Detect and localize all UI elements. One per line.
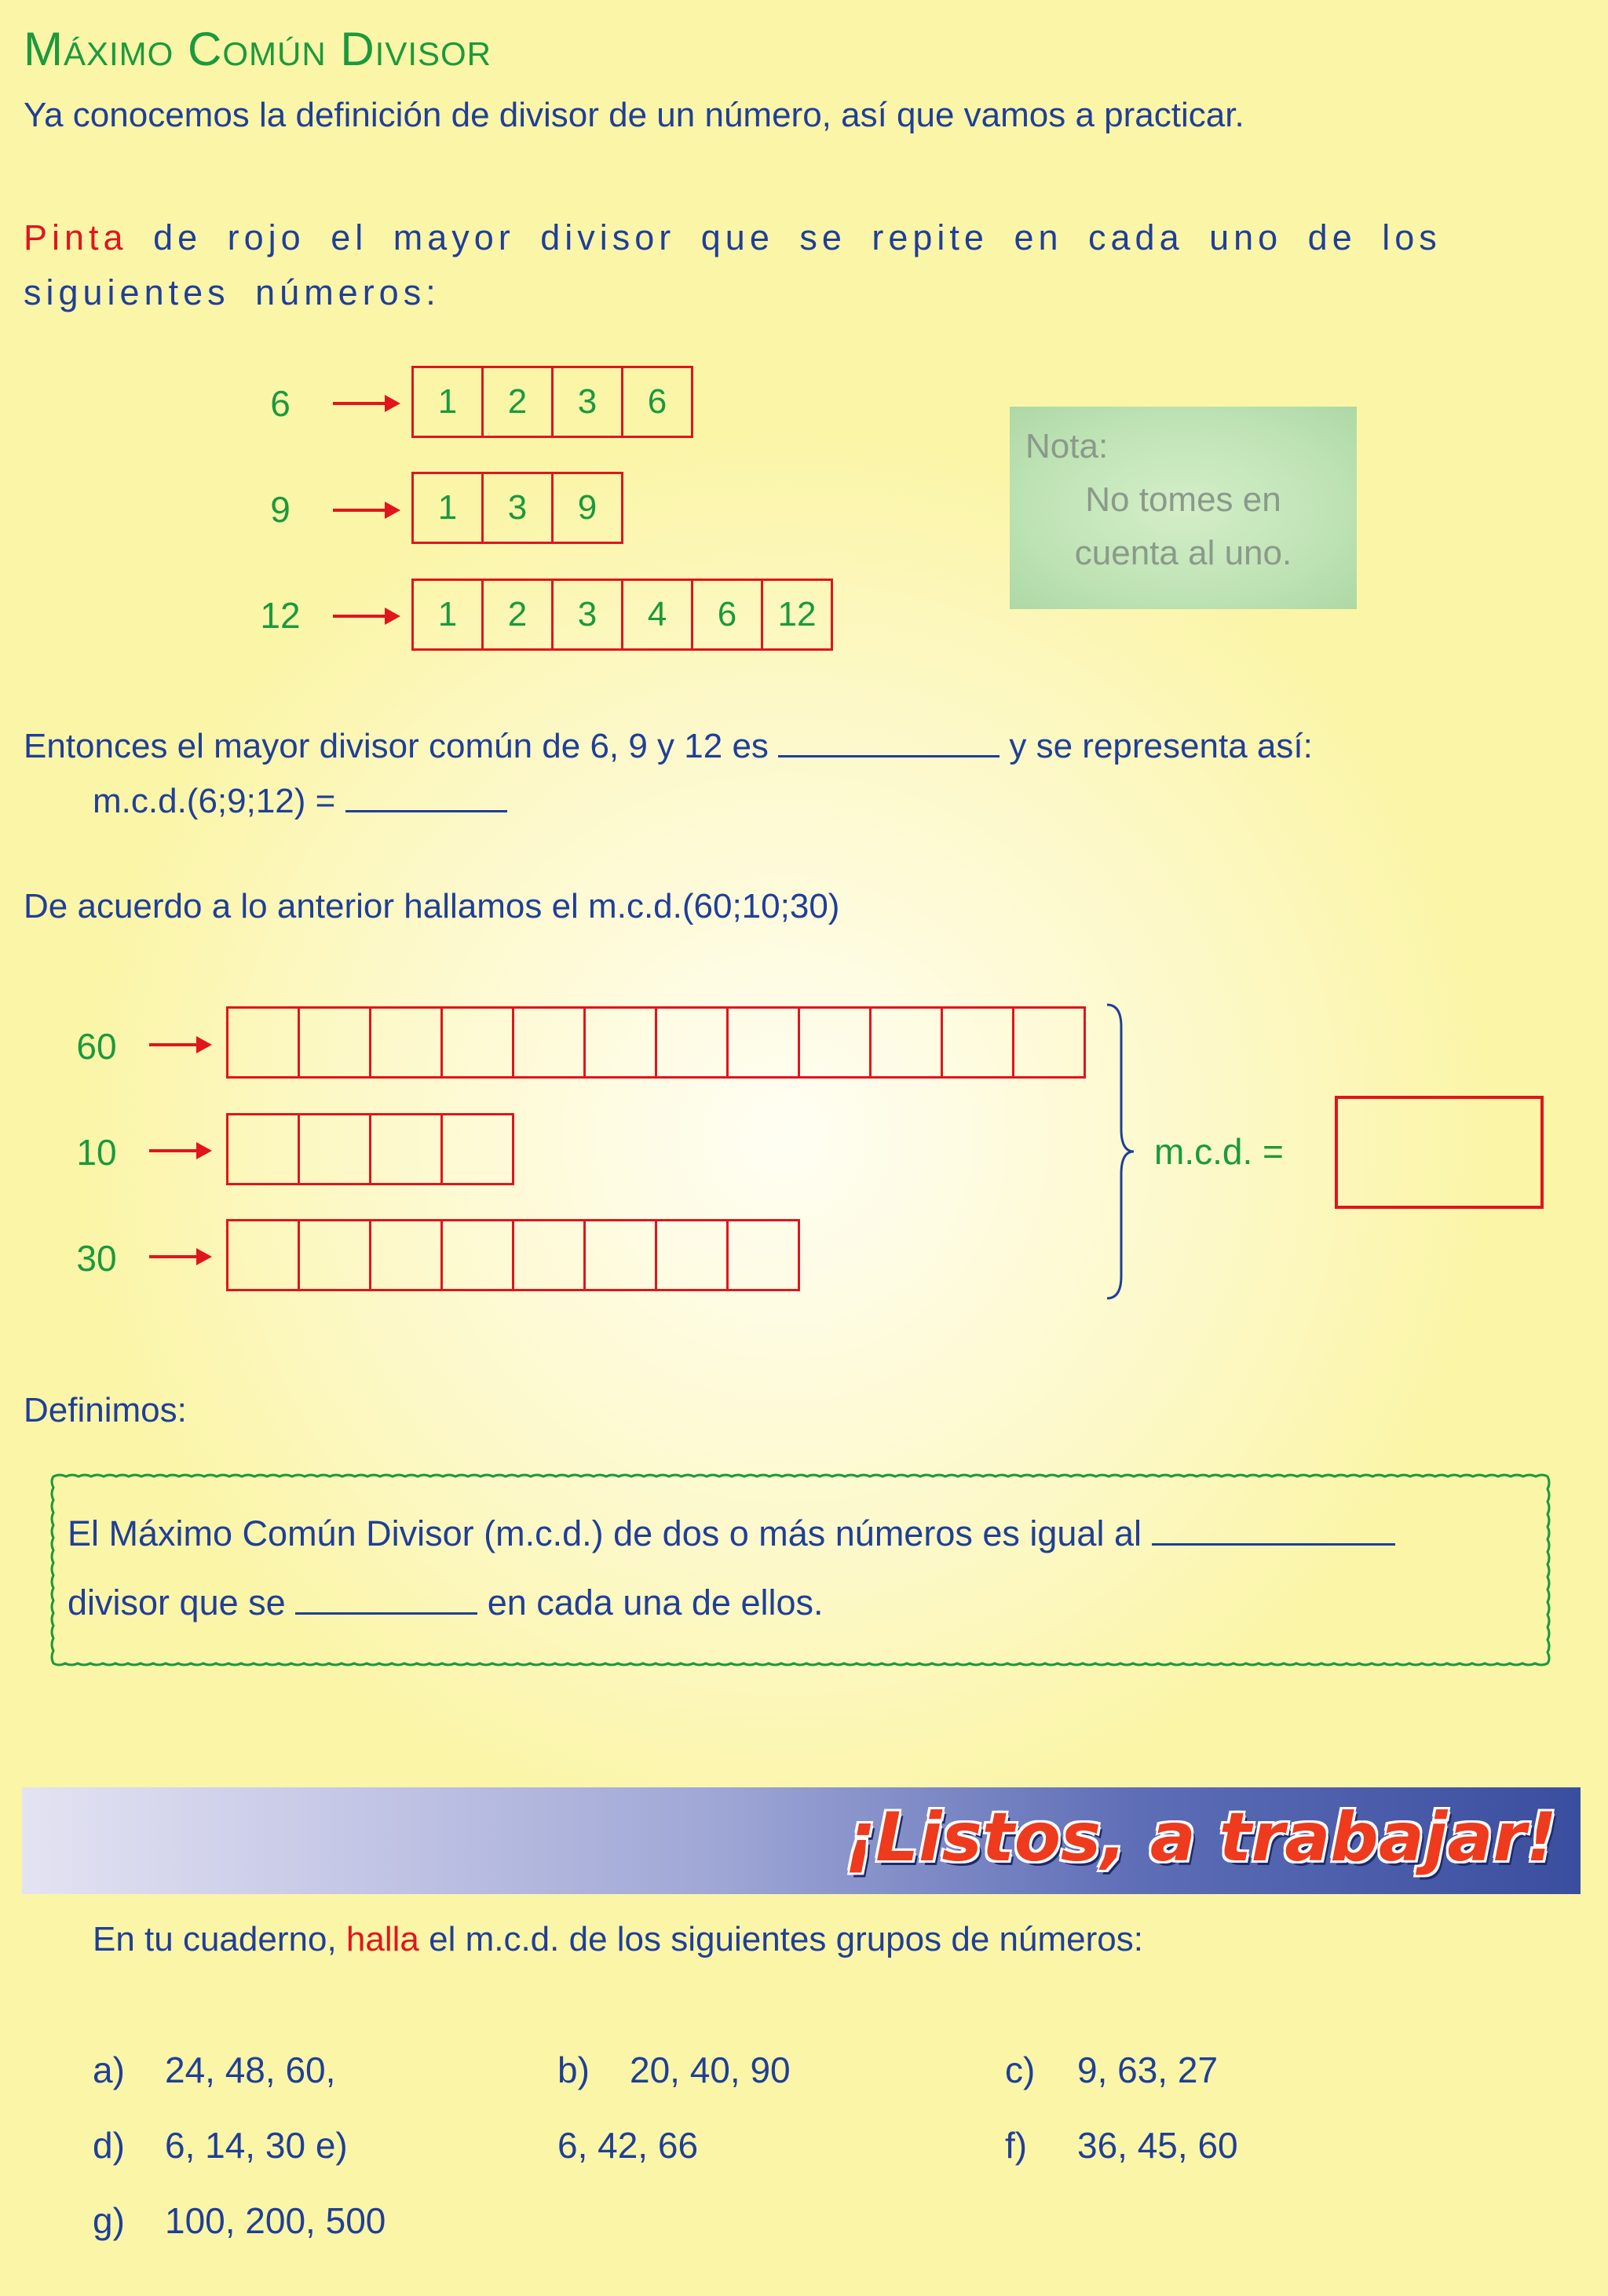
- exercise-c-label: c): [1005, 2050, 1036, 2090]
- empty-divisor-cell[interactable]: [371, 1221, 443, 1289]
- formula-line: [93, 782, 507, 821]
- empty-divisor-cell[interactable]: [300, 1009, 371, 1076]
- empty-divisor-cell[interactable]: [300, 1221, 371, 1289]
- divisor-boxes-6: [411, 366, 693, 438]
- exercise-e-value: 6, 42, 66: [557, 2125, 699, 2166]
- practice-row-number: 10: [76, 1132, 117, 1173]
- practice-row-number: 30: [76, 1238, 117, 1279]
- definition-line-1: [68, 1513, 1395, 1554]
- empty-divisor-cell[interactable]: [443, 1221, 514, 1289]
- empty-divisor-cell[interactable]: [371, 1009, 443, 1076]
- exercise-g-value: 100, 200, 500: [165, 2200, 386, 2241]
- note-label: Nota:: [1025, 427, 1109, 465]
- divisor-row-number: 9: [270, 489, 291, 530]
- empty-divisor-cell[interactable]: [443, 1115, 512, 1183]
- arrow-icon: [333, 402, 396, 405]
- define-label: Definimos:: [24, 1391, 187, 1429]
- exercise-f-label: f): [1005, 2125, 1028, 2166]
- intro-text: Ya conocemos la definición de divisor de un número, así que vamos a practicar.: [24, 96, 1244, 134]
- empty-divisor-cell[interactable]: [586, 1221, 657, 1289]
- definition-blank-2[interactable]: [295, 1612, 477, 1615]
- practice-boxes-60: [226, 1006, 1086, 1079]
- divisor-cell[interactable]: 3: [484, 474, 554, 542]
- divisor-cell[interactable]: 6: [693, 581, 763, 648]
- empty-divisor-cell[interactable]: [514, 1009, 586, 1076]
- instruction-text: de rojo el mayor divisor que se repite en cada uno de los siguientes números:: [24, 217, 1442, 312]
- section-banner: [22, 1787, 1581, 1894]
- divisor-cell[interactable]: 9: [577, 488, 598, 527]
- arrow-icon: [149, 1255, 207, 1258]
- conclusion-line: [24, 727, 1313, 766]
- empty-divisor-cell[interactable]: [443, 1009, 514, 1076]
- divisor-cell[interactable]: 12: [777, 595, 817, 633]
- divisor-cell[interactable]: 3: [554, 368, 623, 436]
- empty-divisor-cell[interactable]: [300, 1115, 371, 1183]
- divisor-cell[interactable]: 2: [484, 368, 554, 436]
- empty-divisor-cell[interactable]: [729, 1221, 798, 1289]
- divisor-boxes-12: [411, 579, 833, 651]
- arrow-icon: [333, 615, 396, 618]
- practice-intro: De acuerdo a lo anterior hallamos el m.c.d.(60;10;30): [24, 887, 840, 925]
- divisor-row-number: 6: [270, 383, 291, 424]
- mcd-label: m.c.d. =: [1154, 1131, 1284, 1172]
- divisor-cell[interactable]: 1: [414, 368, 484, 436]
- note-line-2: cuenta al uno.: [1074, 534, 1292, 572]
- formula-blank[interactable]: [345, 810, 507, 812]
- empty-divisor-cell[interactable]: [657, 1009, 729, 1076]
- page-title: Máximo Común Divisor: [24, 23, 492, 75]
- exercise-a-value: 24, 48, 60,: [165, 2050, 336, 2090]
- arrow-icon: [149, 1149, 207, 1152]
- exercise-c-value: 9, 63, 27: [1077, 2050, 1219, 2090]
- empty-divisor-cell[interactable]: [872, 1009, 943, 1076]
- empty-divisor-cell[interactable]: [228, 1115, 300, 1183]
- definition-blank-1[interactable]: [1152, 1543, 1395, 1546]
- divisor-boxes-9: [411, 472, 623, 544]
- task-part-1: En tu cuaderno,: [93, 1920, 337, 1958]
- empty-divisor-cell[interactable]: [1014, 1009, 1084, 1076]
- definition-text-2a: divisor que se: [68, 1582, 286, 1623]
- exercise-d-value: 6, 14, 30 e): [165, 2125, 348, 2166]
- definition-line-2: [68, 1582, 824, 1623]
- definition-text-1: El Máximo Común Divisor (m.c.d.) de dos o más números es igual al: [68, 1513, 1142, 1553]
- practice-row-number: 60: [76, 1026, 117, 1067]
- empty-divisor-cell[interactable]: [514, 1221, 586, 1289]
- empty-divisor-cell[interactable]: [586, 1009, 657, 1076]
- empty-divisor-cell[interactable]: [371, 1115, 443, 1183]
- note-line-1: No tomes en: [1085, 480, 1281, 519]
- formula-text: m.c.d.(6;9;12) =: [93, 782, 336, 820]
- exercise-d-label: d): [93, 2125, 125, 2166]
- empty-divisor-cell[interactable]: [729, 1009, 800, 1076]
- note-box: [1010, 407, 1357, 609]
- divisor-cell[interactable]: 3: [554, 581, 623, 648]
- exercise-a-label: a): [93, 2050, 125, 2090]
- practice-boxes-30: [226, 1219, 800, 1291]
- task-keyword: halla: [345, 1920, 419, 1958]
- instruction-keyword: Pinta: [24, 217, 128, 257]
- divisor-row-number: 12: [260, 595, 301, 636]
- empty-divisor-cell[interactable]: [943, 1009, 1014, 1076]
- conclusion-part-2: y se representa así:: [1009, 727, 1313, 765]
- divisor-cell[interactable]: 6: [647, 382, 667, 421]
- task-line: [93, 1920, 1143, 1959]
- divisor-cell[interactable]: 2: [484, 581, 554, 648]
- exercise-b-label: b): [557, 2050, 590, 2090]
- practice-boxes-10: [226, 1113, 514, 1185]
- exercise-f-value: 36, 45, 60: [1077, 2125, 1238, 2166]
- banner-title: ¡Listos, a trabajar!: [845, 1798, 1557, 1877]
- arrow-icon: [333, 509, 396, 512]
- answer-blank[interactable]: [778, 755, 1000, 757]
- task-part-2: el m.c.d. de los siguientes grupos de números:: [429, 1920, 1143, 1958]
- definition-frame: [49, 1472, 1552, 1668]
- empty-divisor-cell[interactable]: [228, 1009, 300, 1076]
- exercise-g-label: g): [93, 2200, 125, 2241]
- empty-divisor-cell[interactable]: [657, 1221, 729, 1289]
- conclusion-part-1: Entonces el mayor divisor común de 6, 9 y 12 es: [24, 727, 769, 765]
- exercise-b-value: 20, 40, 90: [630, 2050, 791, 2090]
- instruction-paragraph: [24, 210, 1582, 320]
- mcd-answer-box[interactable]: [1335, 1096, 1544, 1209]
- definition-text-2b: en cada una de ellos.: [487, 1582, 824, 1623]
- divisor-cell[interactable]: 1: [414, 581, 484, 648]
- divisor-cell[interactable]: 4: [623, 581, 693, 648]
- empty-divisor-cell[interactable]: [800, 1009, 872, 1076]
- arrow-icon: [149, 1043, 207, 1046]
- empty-divisor-cell[interactable]: [228, 1221, 300, 1289]
- brace-icon: [1106, 1003, 1137, 1300]
- divisor-cell[interactable]: 1: [414, 474, 484, 542]
